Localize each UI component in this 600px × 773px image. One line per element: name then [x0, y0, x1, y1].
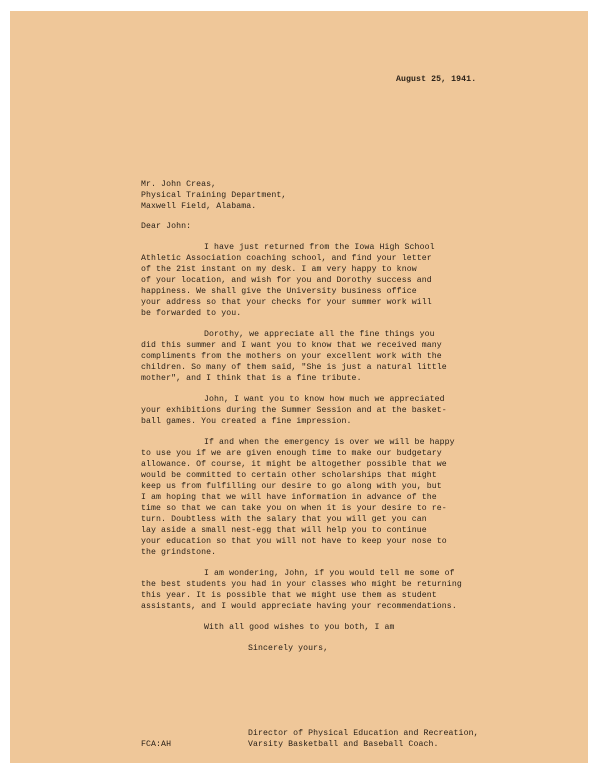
paragraph-line: of your location, and wish for you and Dorothy success and	[141, 276, 432, 285]
paragraph-line: ball games. You created a fine impression.	[141, 417, 352, 426]
letter-page	[10, 11, 588, 763]
paragraph-line: the grindstone.	[141, 548, 217, 557]
paragraph-line: children. So many of them said, "She is just a natural little	[141, 363, 447, 372]
signature-title-line: Director of Physical Education and Recreation,	[248, 729, 479, 738]
recipient-name: Mr. John Creas,	[141, 180, 217, 189]
paragraph-line: happiness. We shall give the University business office	[141, 287, 417, 296]
recipient-location: Maxwell Field, Alabama.	[141, 202, 257, 211]
paragraph-line: compliments from the mothers on your excellent work with the	[141, 352, 442, 361]
paragraph-line: I am hoping that we will have information in advance of the	[141, 493, 437, 502]
paragraph-line: Athletic Association coaching school, and find your letter	[141, 254, 432, 263]
paragraph-line: Dorothy, we appreciate all the fine things you	[204, 330, 435, 339]
typist-initials: FCA:AH	[141, 740, 172, 749]
paragraph-line: If and when the emergency is over we will be happy	[204, 438, 455, 447]
closing-wish: With all good wishes to you both, I am	[204, 623, 395, 632]
recipient-department: Physical Training Department,	[141, 191, 287, 200]
paragraph-line: your exhibitions during the Summer Session and at the basket-	[141, 406, 447, 415]
paragraph-line: turn. Doubtless with the salary that you will get you can	[141, 515, 427, 524]
paragraph-line: did this summer and I want you to know that we received many	[141, 341, 442, 350]
paragraph-line: of the 21st instant on my desk. I am very happy to know	[141, 265, 417, 274]
paragraph-line: your education so that you will not have to keep your nose to	[141, 537, 447, 546]
paragraph-line: allowance. Of course, it might be altogether possible that we	[141, 460, 447, 469]
salutation: Dear John:	[141, 222, 192, 231]
signature-title-line: Varsity Basketball and Baseball Coach.	[248, 740, 439, 749]
paragraph-line: your address so that your checks for your summer work will	[141, 298, 432, 307]
paragraph-line: I am wondering, John, if you would tell me some of	[204, 569, 455, 578]
paragraph-line: I have just returned from the Iowa High School	[204, 243, 435, 252]
paragraph-line: time so that we can take you on when it is your desire to re-	[141, 504, 447, 513]
paragraph-line: the best students you had in your classes who might be returning	[141, 580, 462, 589]
paragraph-line: John, I want you to know how much we appreciated	[204, 395, 445, 404]
paragraph-line: to use you if we are given enough time to make our budgetary	[141, 449, 442, 458]
paragraph-line: this year. It is possible that we might use them as student	[141, 591, 437, 600]
complimentary-close: Sincerely yours,	[248, 644, 329, 653]
paragraph-line: would be committed to certain other scholarships that might	[141, 471, 437, 480]
paragraph-line: be forwarded to you.	[141, 309, 242, 318]
paragraph-line: assistants, and I would appreciate having your recommendations.	[141, 602, 457, 611]
paragraph-line: keep us from fulfilling our desire to go along with you, but	[141, 482, 442, 491]
paragraph-line: lay aside a small nest-egg that will help you to continue	[141, 526, 427, 535]
letter-date: August 25, 1941.	[396, 75, 477, 84]
paragraph-line: mother", and I think that is a fine tribute.	[141, 374, 362, 383]
